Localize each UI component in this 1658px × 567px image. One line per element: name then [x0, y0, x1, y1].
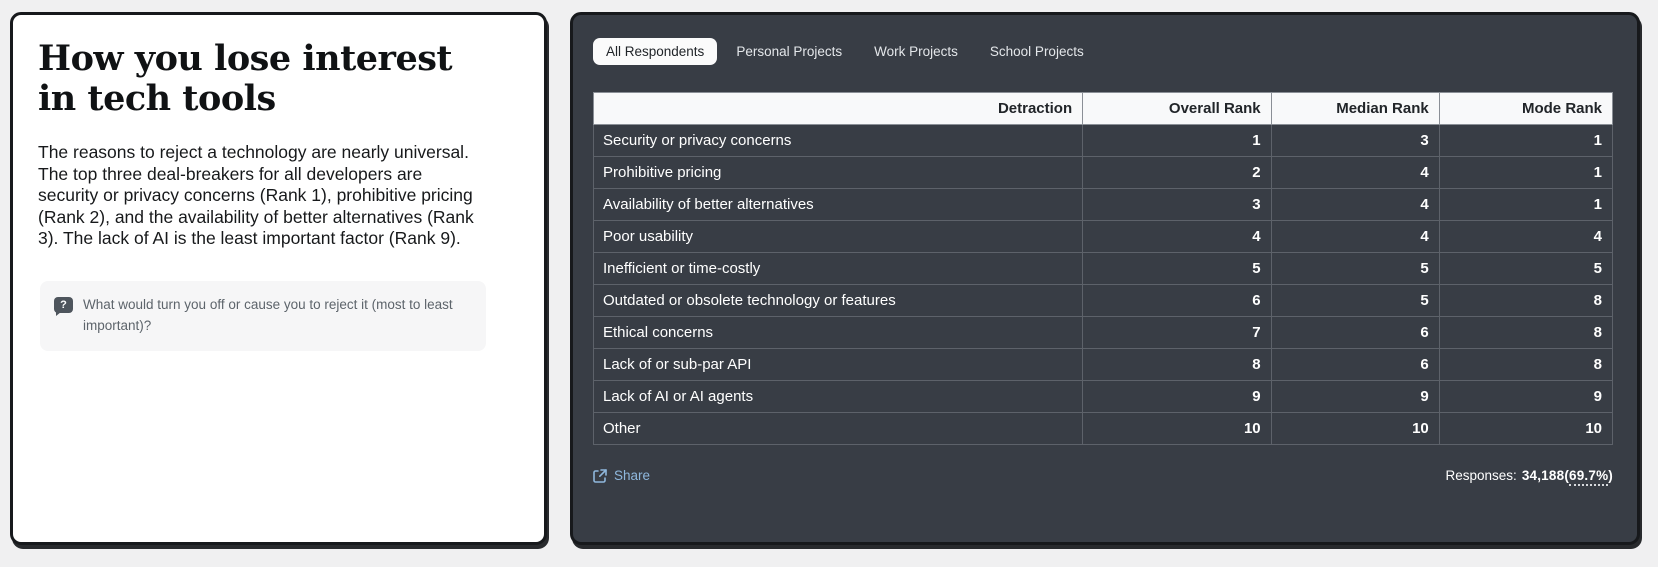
responses-label: Responses: [1445, 468, 1517, 483]
mode-rank-cell: 1 [1439, 189, 1612, 221]
responses-summary: Responses: 34,188(69.7%) [1446, 468, 1613, 483]
table-row [594, 189, 1613, 221]
responses-percent[interactable]: 69.7% [1569, 468, 1608, 486]
median-rank-cell: 3 [1271, 125, 1439, 157]
tab-work-projects[interactable]: Work Projects [861, 38, 971, 65]
overall-rank-cell: 3 [1083, 189, 1272, 221]
table-header-row [594, 93, 1613, 125]
detraction-cell: Ethical concerns [594, 317, 1083, 349]
detraction-cell: Lack of or sub-par API [594, 349, 1083, 381]
table-row [594, 125, 1613, 157]
table-row [594, 221, 1613, 253]
page-title: How you lose interest in tech tools [38, 38, 453, 119]
mode-rank-cell: 5 [1439, 253, 1612, 285]
detraction-cell: Lack of AI or AI agents [594, 381, 1083, 413]
responses-count: 34,188 [1521, 468, 1565, 483]
mode-rank-cell: 1 [1439, 125, 1612, 157]
share-button[interactable] [593, 468, 650, 483]
detraction-cell: Security or privacy concerns [594, 125, 1083, 157]
median-rank-cell: 10 [1271, 413, 1439, 445]
detraction-cell: Inefficient or time-costly [594, 253, 1083, 285]
overall-rank-cell: 6 [1083, 285, 1272, 317]
detraction-cell: Other [594, 413, 1083, 445]
overall-rank-cell: 7 [1083, 317, 1272, 349]
median-rank-cell: 9 [1271, 381, 1439, 413]
data-card [570, 12, 1640, 545]
overall-rank-cell: 10 [1083, 413, 1272, 445]
overall-rank-cell: 5 [1083, 253, 1272, 285]
overall-rank-cell: 1 [1083, 125, 1272, 157]
table-row [594, 349, 1613, 381]
median-rank-cell: 5 [1271, 285, 1439, 317]
column-header-median-rank: Median Rank [1271, 93, 1439, 125]
detraction-rank-table [593, 92, 1613, 445]
summary-card [10, 12, 547, 545]
table-row [594, 157, 1613, 189]
card-footer [593, 468, 1613, 483]
mode-rank-cell: 10 [1439, 413, 1612, 445]
column-header-mode-rank: Mode Rank [1439, 93, 1612, 125]
table-row [594, 413, 1613, 445]
column-header-overall-rank: Overall Rank [1083, 93, 1272, 125]
mode-rank-cell: 8 [1439, 317, 1612, 349]
table-row [594, 253, 1613, 285]
detraction-cell: Outdated or obsolete technology or features [594, 285, 1083, 317]
external-link-icon [593, 469, 607, 483]
table-row [594, 317, 1613, 349]
mode-rank-cell: 4 [1439, 221, 1612, 253]
tab-school-projects[interactable]: School Projects [977, 38, 1097, 65]
question-bubble-icon: ? [54, 297, 73, 313]
detraction-cell: Availability of better alternatives [594, 189, 1083, 221]
question-box [40, 281, 486, 351]
table-body [594, 125, 1613, 445]
mode-rank-cell: 1 [1439, 157, 1612, 189]
detraction-cell: Prohibitive pricing [594, 157, 1083, 189]
overall-rank-cell: 9 [1083, 381, 1272, 413]
share-label: Share [614, 468, 651, 483]
mode-rank-cell: 8 [1439, 349, 1612, 381]
column-header-detraction: Detraction [594, 93, 1083, 125]
tab-all-respondents[interactable]: All Respondents [593, 38, 717, 65]
overall-rank-cell: 2 [1083, 157, 1272, 189]
table-row [594, 381, 1613, 413]
median-rank-cell: 6 [1271, 317, 1439, 349]
median-rank-cell: 4 [1271, 157, 1439, 189]
overall-rank-cell: 4 [1083, 221, 1272, 253]
median-rank-cell: 5 [1271, 253, 1439, 285]
median-rank-cell: 4 [1271, 221, 1439, 253]
survey-question-text: What would turn you off or cause you to reject it (most to least important)? [83, 296, 453, 333]
mode-rank-cell: 8 [1439, 285, 1612, 317]
summary-text: The reasons to reject a technology are nearly universal. The top three deal-breakers for all developers are security or privacy concerns (Rank 1), prohibitive pricing (Rank 2), and the availability of better alternatives (Rank 3). The lack of AI is the least important factor (Rank 9). [38, 142, 474, 249]
table-row [594, 285, 1613, 317]
mode-rank-cell: 9 [1439, 381, 1612, 413]
detraction-cell: Poor usability [594, 221, 1083, 253]
overall-rank-cell: 8 [1083, 349, 1272, 381]
median-rank-cell: 4 [1271, 189, 1439, 221]
median-rank-cell: 6 [1271, 349, 1439, 381]
tab-bar [593, 38, 1613, 65]
tab-personal-projects[interactable]: Personal Projects [723, 38, 855, 65]
